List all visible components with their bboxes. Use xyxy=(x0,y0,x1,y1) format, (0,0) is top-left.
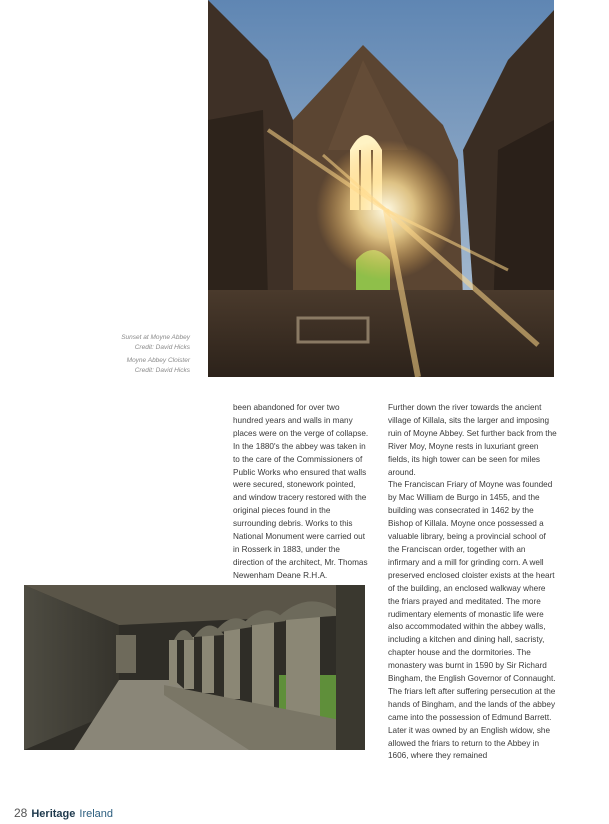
photo-captions xyxy=(100,333,190,379)
magazine-brand-suffix: Ireland xyxy=(79,808,114,820)
article-column-left xyxy=(233,402,371,583)
magazine-brand: Heritage xyxy=(31,808,76,820)
photo-moyne-abbey-cloister xyxy=(24,585,365,750)
caption-sunset xyxy=(100,333,190,352)
caption-credit: Credit: David Hicks xyxy=(134,343,190,351)
page-footer xyxy=(14,806,113,820)
photo-moyne-abbey-sunset xyxy=(208,0,554,377)
article-column-right xyxy=(388,402,558,763)
paragraph: The Franciscan Friary of Moyne was founded by Mac William de Burgo in 1455, and the building was consecrated in 1462 by the Bishop of Killala. Moyne once possessed a valuable library, being a provincial school of the Franciscan order, together with an infirmary and a mill for grinding corn. A well preserved enclosed cloister exists at the heart of the building, an enclosed walkway where the friars prayed and meditated. The more rudimentary elements of monastic life were also accommodated within the abbey walls, including a kitchen and dining hall, sacristy, chapter house and the dormitories. The monastery was burnt in 1590 by Sir Richard Bingham, the English Governor of Connaught. The friars left after suffering persecution at the hands of Bingham, and the lands of the abbey came into the possession of Edmund Barrett. Later it was owned by an English widow, she allowed the friars to return to the Abbey in 1606, where they remained xyxy=(388,480,556,761)
caption-credit: Credit: David Hicks xyxy=(134,366,190,374)
page-number: 28 xyxy=(14,806,28,820)
caption-title: Sunset at Moyne Abbey xyxy=(121,334,190,341)
paragraph: Further down the river towards the ancient village of Killala, sits the larger and imposing ruin of Moyne Abbey. Set further back from the River Moy, Moyne rests in luxuriant green fields, its high tower can be seen for miles around. xyxy=(388,403,557,477)
paragraph: been abandoned for over two hundred years and walls in many places were on the verge of collapse. In the 1880's the abbey was taken in to the care of the Commissioners of Public Works who ensured that walls were secured, stonework pointed, and window tracery restored with the original pieces found in the surrounding debris. Works to this National Monument were carried out in Rosserk in 1883, under the direction of the architect, Mr. Thomas Newenham Deane R.H.A. xyxy=(233,403,369,580)
caption-title: Moyne Abbey Cloister xyxy=(126,357,190,364)
caption-cloister xyxy=(100,356,190,375)
